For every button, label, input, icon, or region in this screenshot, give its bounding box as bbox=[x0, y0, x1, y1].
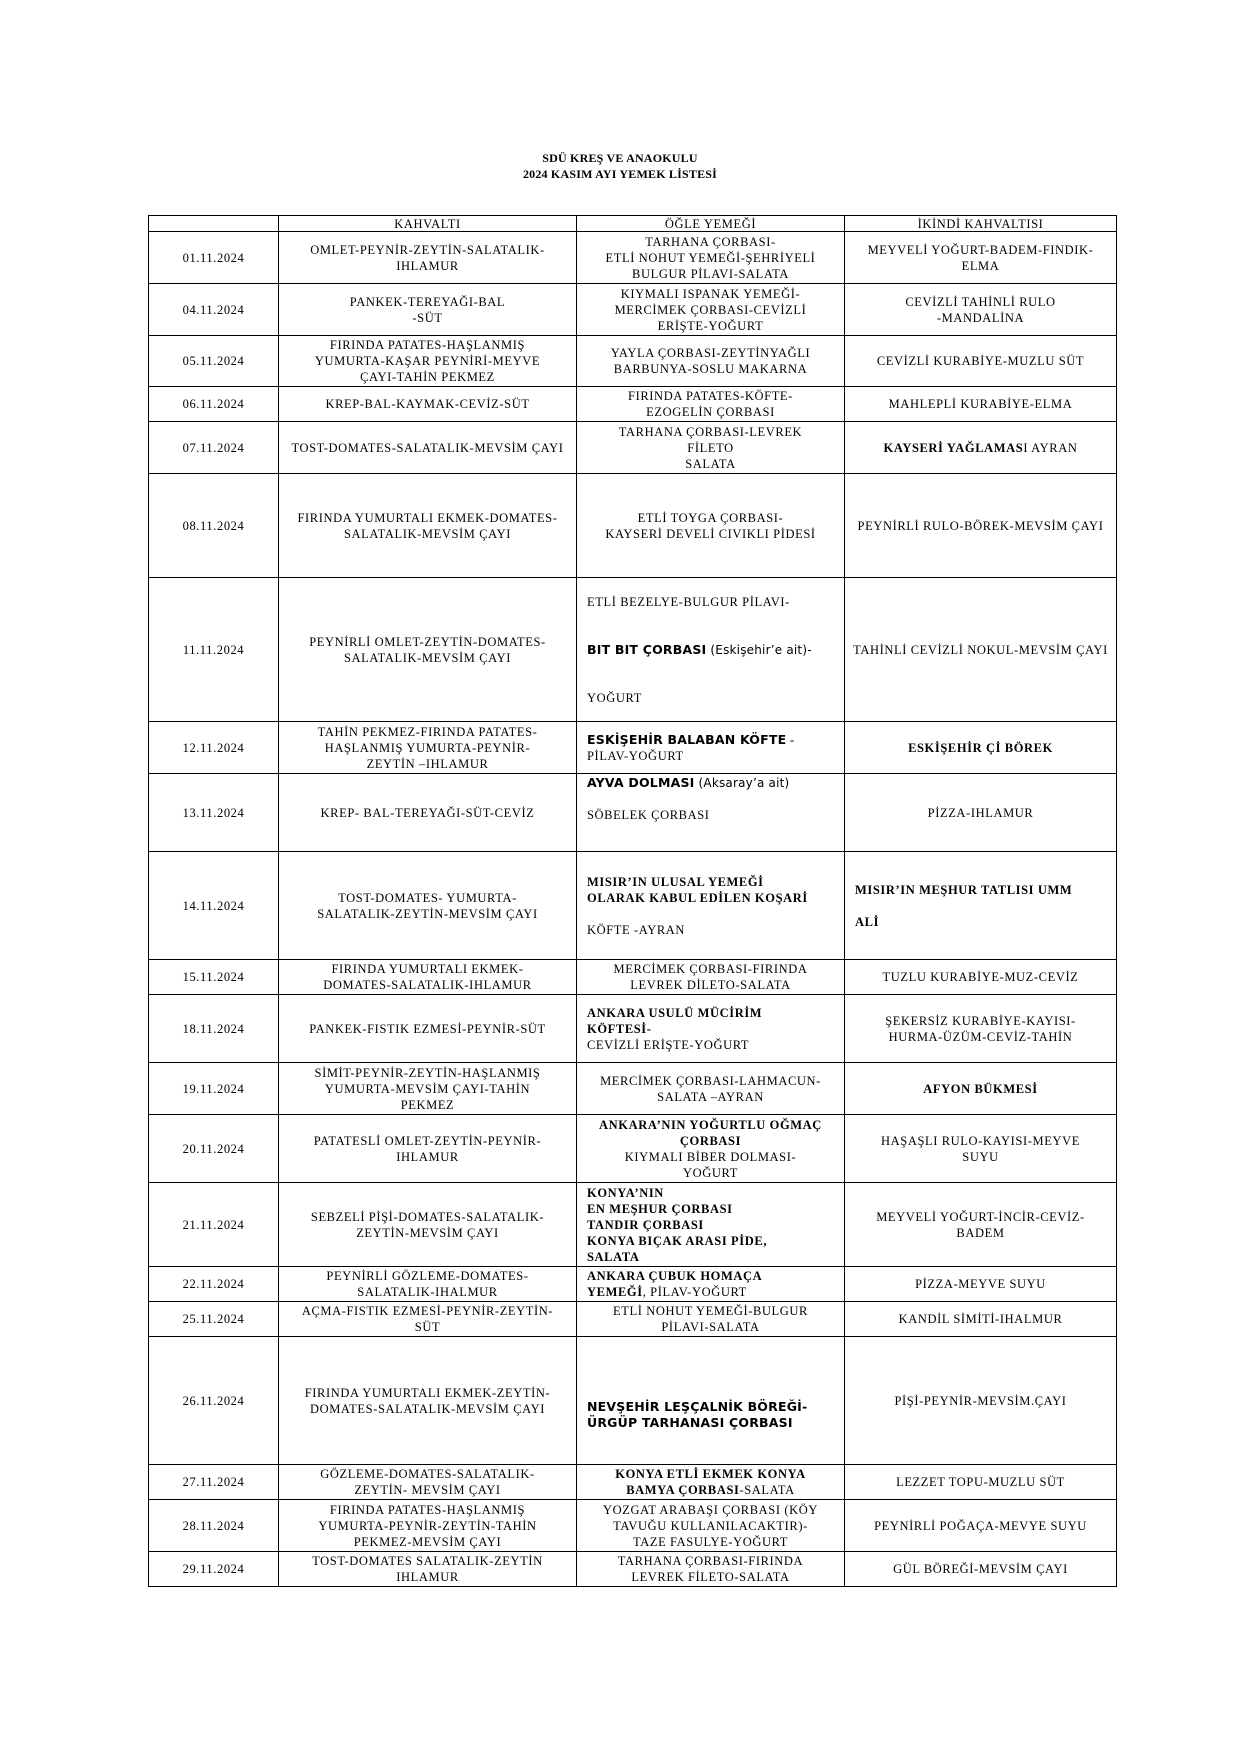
meal-table bbox=[148, 215, 1117, 1587]
table-row bbox=[149, 474, 1117, 578]
cell-text: NEVŞEHİR LEŞÇALNİK BÖREĞİ- bbox=[587, 1399, 808, 1414]
cell-text: PİZZA-IHLAMUR bbox=[927, 805, 1034, 820]
cell-text: TUZLU KURABİYE-MUZ-CEVİZ bbox=[882, 970, 1079, 984]
cell-text: BADEM bbox=[956, 1225, 1005, 1240]
afternoon-cell bbox=[845, 960, 1117, 995]
cell-text: ÇORBASI bbox=[679, 1133, 742, 1148]
table-row bbox=[149, 336, 1117, 387]
cell-text: FIRINDA YUMURTALI EKMEK-ZEYTİN- bbox=[304, 1385, 551, 1400]
breakfast-cell bbox=[279, 722, 577, 774]
table-row bbox=[149, 387, 1117, 422]
breakfast-cell bbox=[279, 387, 577, 422]
afternoon-cell bbox=[845, 1552, 1117, 1587]
cell-text: KONYA BIÇAK ARASI PİDE, bbox=[587, 1233, 768, 1248]
lunch-cell bbox=[577, 1500, 845, 1552]
cell-text: GÜL BÖREĞİ-MEVSİM ÇAYI bbox=[893, 1562, 1068, 1576]
cell-text: LEZZET TOPU-MUZLU SÜT bbox=[896, 1475, 1065, 1489]
date-cell: 13.11.2024 bbox=[149, 774, 279, 852]
breakfast-cell bbox=[279, 852, 577, 960]
breakfast-cell bbox=[279, 995, 577, 1063]
cell-text: CEVİZLİ TAHİNLİ RULO bbox=[905, 294, 1056, 309]
date-cell: 12.11.2024 bbox=[149, 722, 279, 774]
cell-text: YOZGAT ARABAŞI ÇORBASI (KÖY bbox=[603, 1502, 818, 1517]
date-cell: 29.11.2024 bbox=[149, 1552, 279, 1587]
lunch-cell bbox=[577, 422, 845, 474]
cell-text: ÇAYI-TAHİN PEKMEZ bbox=[360, 370, 495, 384]
cell-text: SALATA –AYRAN bbox=[657, 1089, 764, 1104]
breakfast-cell bbox=[279, 284, 577, 336]
table-row bbox=[149, 284, 1117, 336]
breakfast-cell bbox=[279, 232, 577, 284]
cell-text: TOST-DOMATES SALATALIK-ZEYTİN bbox=[312, 1554, 543, 1568]
cell-text: IHLAMUR bbox=[396, 1149, 459, 1164]
cell-text: FIRINDA PATATES-KÖFTE- bbox=[628, 389, 793, 403]
cell-text: KREP- BAL-TEREYAĞI-SÜT-CEVİZ bbox=[320, 805, 535, 820]
cell-text: FIRINDA PATATES-HAŞLANMIŞ bbox=[329, 1502, 526, 1517]
cell-text: BARBUNYA-SOSLU MAKARNA bbox=[613, 362, 808, 376]
afternoon-cell bbox=[845, 1465, 1117, 1500]
cell-text: MERCİMEK ÇORBASI-LAHMACUN- bbox=[600, 1073, 821, 1088]
cell-text: YOĞURT bbox=[683, 1165, 738, 1180]
cell-text: IHLAMUR bbox=[396, 1570, 459, 1584]
cell-text: MERCİMEK ÇORBASI-FIRINDA bbox=[613, 962, 808, 976]
cell-text: MISIR’IN ULUSAL YEMEĞİ bbox=[587, 874, 764, 889]
afternoon-cell bbox=[845, 284, 1117, 336]
lunch-cell bbox=[577, 722, 845, 774]
lunch-cell bbox=[577, 1115, 845, 1183]
table-row bbox=[149, 1302, 1117, 1337]
cell-text: KAYSERİ YAĞLAMAS bbox=[883, 440, 1024, 455]
breakfast-cell bbox=[279, 1337, 577, 1465]
cell-text: SEBZELİ PİŞİ-DOMATES-SALATALIK- bbox=[310, 1209, 545, 1224]
cell-text: PEYNİRLİ GÖZLEME-DOMATES- bbox=[326, 1269, 529, 1283]
cell-text: - bbox=[786, 732, 795, 747]
breakfast-cell bbox=[279, 774, 577, 852]
table-row bbox=[149, 1500, 1117, 1552]
cell-text: BIT BIT ÇORBASI bbox=[587, 641, 707, 657]
table-row bbox=[149, 960, 1117, 995]
afternoon-cell bbox=[845, 852, 1117, 960]
breakfast-cell bbox=[279, 474, 577, 578]
table-row bbox=[149, 578, 1117, 722]
cell-text: SALATALIK-ZEYTİN-MEVSİM ÇAYI bbox=[317, 906, 538, 921]
date-cell: 22.11.2024 bbox=[149, 1267, 279, 1302]
afternoon-cell bbox=[845, 774, 1117, 852]
cell-text: SALATA bbox=[587, 1249, 640, 1264]
lunch-cell bbox=[577, 1183, 845, 1267]
table-row bbox=[149, 995, 1117, 1063]
table-header-row bbox=[149, 216, 1117, 232]
lunch-cell bbox=[577, 284, 845, 336]
cell-text: KONYA’NIN bbox=[587, 1185, 664, 1200]
afternoon-cell bbox=[845, 995, 1117, 1063]
date-cell: 25.11.2024 bbox=[149, 1302, 279, 1337]
cell-text: MAHLEPLİ KURABİYE-ELMA bbox=[888, 397, 1073, 411]
afternoon-cell bbox=[845, 422, 1117, 474]
cell-text: PANKEK-TEREYAĞI-BAL bbox=[349, 294, 506, 309]
cell-text: ÜRGÜP TARHANASI ÇORBASI bbox=[587, 1415, 793, 1430]
cell-text: TARHANA ÇORBASI- bbox=[645, 234, 776, 249]
lunch-cell bbox=[577, 852, 845, 960]
afternoon-cell bbox=[845, 387, 1117, 422]
cell-text: TANDIR ÇORBASI bbox=[587, 1217, 704, 1232]
cell-text: ZEYTİN –IHLAMUR bbox=[366, 756, 489, 771]
cell-text: AFYON BÜKMESİ bbox=[923, 1081, 1038, 1096]
date-cell: 01.11.2024 bbox=[149, 232, 279, 284]
date-cell: 19.11.2024 bbox=[149, 1063, 279, 1115]
cell-text: I AYRAN bbox=[1023, 440, 1078, 455]
lunch-cell bbox=[577, 995, 845, 1063]
cell-text: ZEYTİN-MEVSİM ÇAYI bbox=[356, 1225, 499, 1240]
date-cell: 27.11.2024 bbox=[149, 1465, 279, 1500]
cell-text: ETLİ NOHUT YEMEĞİ-ŞEHRİYELİ bbox=[605, 250, 816, 265]
afternoon-cell bbox=[845, 578, 1117, 722]
cell-text: SÖBELEK ÇORBASI bbox=[587, 808, 710, 822]
cell-text: ZEYTİN- MEVSİM ÇAYI bbox=[354, 1483, 501, 1497]
cell-text: KÖFTE -AYRAN bbox=[587, 922, 686, 937]
cell-text: PEKMEZ bbox=[400, 1097, 455, 1112]
cell-text: PANKEK-FISTIK EZMESİ-PEYNİR-SÜT bbox=[309, 1021, 546, 1036]
cell-text: YUMURTA-KAŞAR PEYNİRİ-MEYVE bbox=[314, 354, 541, 368]
lunch-cell bbox=[577, 1267, 845, 1302]
cell-text: BAMYA ÇORBASI bbox=[626, 1483, 740, 1497]
cell-text: LEVREK FİLETO-SALATA bbox=[631, 1570, 790, 1584]
cell-text: KÖFTESİ- bbox=[587, 1021, 652, 1036]
cell-text: OMLET-PEYNİR-ZEYTİN-SALATALIK-IHLAMUR bbox=[310, 242, 545, 273]
cell-text: EZOGELİN ÇORBASI bbox=[646, 405, 775, 419]
cell-text: YUMURTA-MEVSİM ÇAYI-TAHİN bbox=[324, 1081, 531, 1096]
cell-text: HAŞAŞLI RULO-KAYISI-MEYVE bbox=[881, 1133, 1080, 1148]
cell-text: , PİLAV-YOĞURT bbox=[642, 1285, 747, 1299]
lunch-cell bbox=[577, 1552, 845, 1587]
cell-text: (Eskişehir’e ait)- bbox=[706, 642, 812, 657]
cell-text: YEMEĞİ bbox=[587, 1285, 643, 1299]
cell-text: YUMURTA-PEYNİR-ZEYTİN-TAHİN bbox=[318, 1518, 537, 1533]
table-row bbox=[149, 1465, 1117, 1500]
breakfast-cell bbox=[279, 1465, 577, 1500]
cell-text: TARHANA ÇORBASI-FIRINDA bbox=[617, 1554, 804, 1568]
cell-text: ERİŞTE-YOĞURT bbox=[657, 318, 764, 333]
cell-text: EN MEŞHUR ÇORBASI bbox=[587, 1201, 733, 1216]
afternoon-cell bbox=[845, 1115, 1117, 1183]
cell-text: -SÜT bbox=[412, 310, 443, 325]
date-cell: 04.11.2024 bbox=[149, 284, 279, 336]
cell-text: DOMATES-SALATALIK-MEVSİM ÇAYI bbox=[309, 1401, 546, 1416]
lunch-cell bbox=[577, 1337, 845, 1465]
cell-text: AYVA DOLMASI bbox=[587, 775, 695, 790]
cell-text: TAVUĞU KULLANILACAKTIR)- bbox=[613, 1518, 808, 1533]
afternoon-cell bbox=[845, 1267, 1117, 1302]
date-cell: 28.11.2024 bbox=[149, 1500, 279, 1552]
cell-text: PİLAVI-SALATA bbox=[661, 1320, 760, 1334]
table-row bbox=[149, 722, 1117, 774]
lunch-cell bbox=[577, 774, 845, 852]
afternoon-cell bbox=[845, 336, 1117, 387]
afternoon-cell bbox=[845, 1063, 1117, 1115]
lunch-cell bbox=[577, 960, 845, 995]
breakfast-cell bbox=[279, 1063, 577, 1115]
cell-text: PİŞİ-PEYNİR-MEVSİM.ÇAYI bbox=[894, 1393, 1067, 1408]
cell-text: KIYMALI ISPANAK YEMEĞİ- bbox=[620, 286, 801, 301]
breakfast-cell bbox=[279, 578, 577, 722]
date-cell: 07.11.2024 bbox=[149, 422, 279, 474]
cell-text: FIRINDA YUMURTALI EKMEK- bbox=[331, 962, 524, 976]
table-row bbox=[149, 232, 1117, 284]
cell-text: SALATALIK-IHALMUR bbox=[357, 1285, 498, 1299]
cell-text: HAŞLANMIŞ YUMURTA-PEYNİR- bbox=[324, 740, 531, 755]
cell-text: TOST-DOMATES-SALATALIK-MEVSİM ÇAYI bbox=[291, 440, 564, 455]
cell-text: AÇMA-FISTIK EZMESİ-PEYNİR-ZEYTİN- bbox=[301, 1304, 554, 1318]
afternoon-cell bbox=[845, 474, 1117, 578]
header-afternoon: İKİNDİ KAHVALTISI bbox=[845, 216, 1117, 232]
lunch-cell bbox=[577, 336, 845, 387]
date-cell: 05.11.2024 bbox=[149, 336, 279, 387]
cell-text: CEVİZLİ ERİŞTE-YOĞURT bbox=[587, 1037, 750, 1052]
cell-text: DOMATES-SALATALIK-IHLAMUR bbox=[323, 978, 532, 992]
cell-text: KREP-BAL-KAYMAK-CEVİZ-SÜT bbox=[325, 397, 530, 411]
cell-text: SALATA bbox=[685, 456, 736, 471]
breakfast-cell bbox=[279, 1267, 577, 1302]
afternoon-cell bbox=[845, 1183, 1117, 1267]
date-cell: 11.11.2024 bbox=[149, 578, 279, 722]
cell-text: ESKİŞEHİR BALABAN KÖFTE bbox=[587, 731, 787, 747]
cell-text: ETLİ TOYGA ÇORBASI- bbox=[637, 510, 784, 525]
cell-text: LEVREK DİLETO-SALATA bbox=[630, 978, 791, 992]
date-cell: 18.11.2024 bbox=[149, 995, 279, 1063]
date-cell: 21.11.2024 bbox=[149, 1183, 279, 1267]
table-row bbox=[149, 422, 1117, 474]
cell-text: KIYMALI BİBER DOLMASI- bbox=[624, 1149, 797, 1164]
breakfast-cell bbox=[279, 336, 577, 387]
table-row bbox=[149, 1063, 1117, 1115]
afternoon-cell bbox=[845, 722, 1117, 774]
cell-text: MERCİMEK ÇORBASI-CEVİZLİ bbox=[614, 302, 807, 317]
cell-text: YAYLA ÇORBASI-ZEYTİNYAĞLI bbox=[610, 346, 811, 360]
header-date bbox=[149, 216, 279, 232]
date-cell: 06.11.2024 bbox=[149, 387, 279, 422]
cell-text: TOST-DOMATES- YUMURTA- bbox=[338, 890, 517, 905]
breakfast-cell bbox=[279, 1302, 577, 1337]
cell-text: PİLAV-YOĞURT bbox=[587, 748, 684, 763]
cell-text: BULGUR PİLAVI-SALATA bbox=[632, 266, 789, 281]
cell-text: FİLETO bbox=[687, 440, 734, 455]
cell-text: ALİ bbox=[855, 914, 880, 929]
cell-text: TAHİNLİ CEVİZLİ NOKUL-MEVSİM ÇAYI bbox=[853, 642, 1108, 657]
header-breakfast: KAHVALTI bbox=[279, 216, 577, 232]
cell-text: PEYNİRLİ POĞAÇA-MEVYE SUYU bbox=[874, 1518, 1087, 1533]
cell-text: KANDİL SİMİTİ-IHALMUR bbox=[898, 1312, 1063, 1326]
cell-text: KONYA ETLİ EKMEK KONYA bbox=[615, 1467, 806, 1481]
menu-title: 2024 KASIM AYI YEMEK LİSTESİ bbox=[522, 167, 718, 181]
table-row bbox=[149, 1183, 1117, 1267]
cell-text: ANKARA ÇUBUK HOMAÇA bbox=[587, 1269, 763, 1283]
cell-text: TAZE FASULYE-YOĞURT bbox=[632, 1534, 789, 1549]
cell-text: SUYU bbox=[962, 1149, 999, 1164]
lunch-cell bbox=[577, 387, 845, 422]
cell-text: PATATESLİ OMLET-ZEYTİN-PEYNİR- bbox=[313, 1133, 542, 1148]
afternoon-cell bbox=[845, 232, 1117, 284]
cell-text: CEVİZLİ KURABİYE-MUZLU SÜT bbox=[876, 354, 1085, 368]
table-row bbox=[149, 1267, 1117, 1302]
cell-text: FIRINDA YUMURTALI EKMEK-DOMATES-SALATALIK-MEVSİM ÇAYI bbox=[297, 510, 558, 541]
document-title bbox=[0, 150, 1240, 182]
lunch-cell bbox=[577, 1063, 845, 1115]
cell-text: YOĞURT bbox=[587, 690, 642, 705]
table-row bbox=[149, 1337, 1117, 1465]
breakfast-cell bbox=[279, 1552, 577, 1587]
breakfast-cell bbox=[279, 422, 577, 474]
breakfast-cell bbox=[279, 960, 577, 995]
cell-text: HURMA-ÜZÜM-CEVİZ-TAHİN bbox=[888, 1029, 1073, 1044]
cell-text: KAYSERİ DEVELİ CIVIKLI PİDESİ bbox=[605, 526, 816, 541]
cell-text: (Aksaray’a ait) bbox=[694, 776, 790, 790]
breakfast-cell bbox=[279, 1183, 577, 1267]
cell-text: PİZZA-MEYVE SUYU bbox=[915, 1277, 1046, 1291]
cell-text: TARHANA ÇORBASI-LEVREK bbox=[618, 424, 803, 439]
cell-text: -SALATA bbox=[739, 1483, 795, 1497]
cell-text: SÜT bbox=[414, 1320, 441, 1334]
breakfast-cell bbox=[279, 1500, 577, 1552]
cell-text: MISIR’IN MEŞHUR TATLISI UMM bbox=[855, 882, 1073, 897]
cell-text: MEYVELİ YOĞURT-BADEM-FINDIK-ELMA bbox=[867, 242, 1094, 273]
lunch-cell bbox=[577, 474, 845, 578]
cell-text: PEKMEZ-MEVSİM ÇAYI bbox=[353, 1534, 502, 1549]
date-cell: 20.11.2024 bbox=[149, 1115, 279, 1183]
school-name: SDÜ KREŞ VE ANAOKULU bbox=[542, 151, 698, 165]
cell-text: ETLİ BEZELYE-BULGUR PİLAVI- bbox=[587, 594, 790, 609]
table-row bbox=[149, 1552, 1117, 1587]
table-row bbox=[149, 1115, 1117, 1183]
date-cell: 15.11.2024 bbox=[149, 960, 279, 995]
cell-text: FIRINDA PATATES-HAŞLANMIŞ bbox=[329, 338, 526, 352]
lunch-cell bbox=[577, 1302, 845, 1337]
cell-text: MEYVELİ YOĞURT-İNCİR-CEVİZ- bbox=[876, 1209, 1085, 1224]
cell-text: TAHİN PEKMEZ-FIRINDA PATATES- bbox=[317, 724, 538, 739]
cell-text: GÖZLEME-DOMATES-SALATALIK- bbox=[320, 1467, 535, 1481]
cell-text: ANKARA USULÜ MÜCİRİM bbox=[587, 1005, 763, 1020]
cell-text: OLARAK KABUL EDİLEN KOŞARİ bbox=[587, 890, 808, 905]
cell-text: SİMİT-PEYNİR-ZEYTİN-HAŞLANMIŞ bbox=[314, 1065, 541, 1080]
cell-text: ESKİŞEHİR Çİ BÖREK bbox=[908, 740, 1053, 755]
date-cell: 08.11.2024 bbox=[149, 474, 279, 578]
cell-text: PEYNİRLİ RULO-BÖREK-MEVSİM ÇAYI bbox=[857, 518, 1104, 533]
afternoon-cell bbox=[845, 1337, 1117, 1465]
header-lunch: ÖĞLE YEMEĞİ bbox=[577, 216, 845, 232]
cell-text: -MANDALİNA bbox=[936, 310, 1025, 325]
cell-text: ETLİ NOHUT YEMEĞİ-BULGUR bbox=[613, 1304, 808, 1318]
cell-text: ŞEKERSİZ KURABİYE-KAYISI- bbox=[885, 1013, 1076, 1028]
breakfast-cell bbox=[279, 1115, 577, 1183]
cell-text: ANKARA’NIN YOĞURTLU OĞMAÇ bbox=[599, 1117, 822, 1132]
date-cell: 14.11.2024 bbox=[149, 852, 279, 960]
cell-text: PEYNİRLİ OMLET-ZEYTİN-DOMATES-SALATALIK-MEVSİM ÇAYI bbox=[309, 634, 546, 665]
afternoon-cell bbox=[845, 1500, 1117, 1552]
date-cell: 26.11.2024 bbox=[149, 1337, 279, 1465]
lunch-cell bbox=[577, 232, 845, 284]
table-row bbox=[149, 774, 1117, 852]
table-row bbox=[149, 852, 1117, 960]
lunch-cell bbox=[577, 1465, 845, 1500]
lunch-cell bbox=[577, 578, 845, 722]
afternoon-cell bbox=[845, 1302, 1117, 1337]
